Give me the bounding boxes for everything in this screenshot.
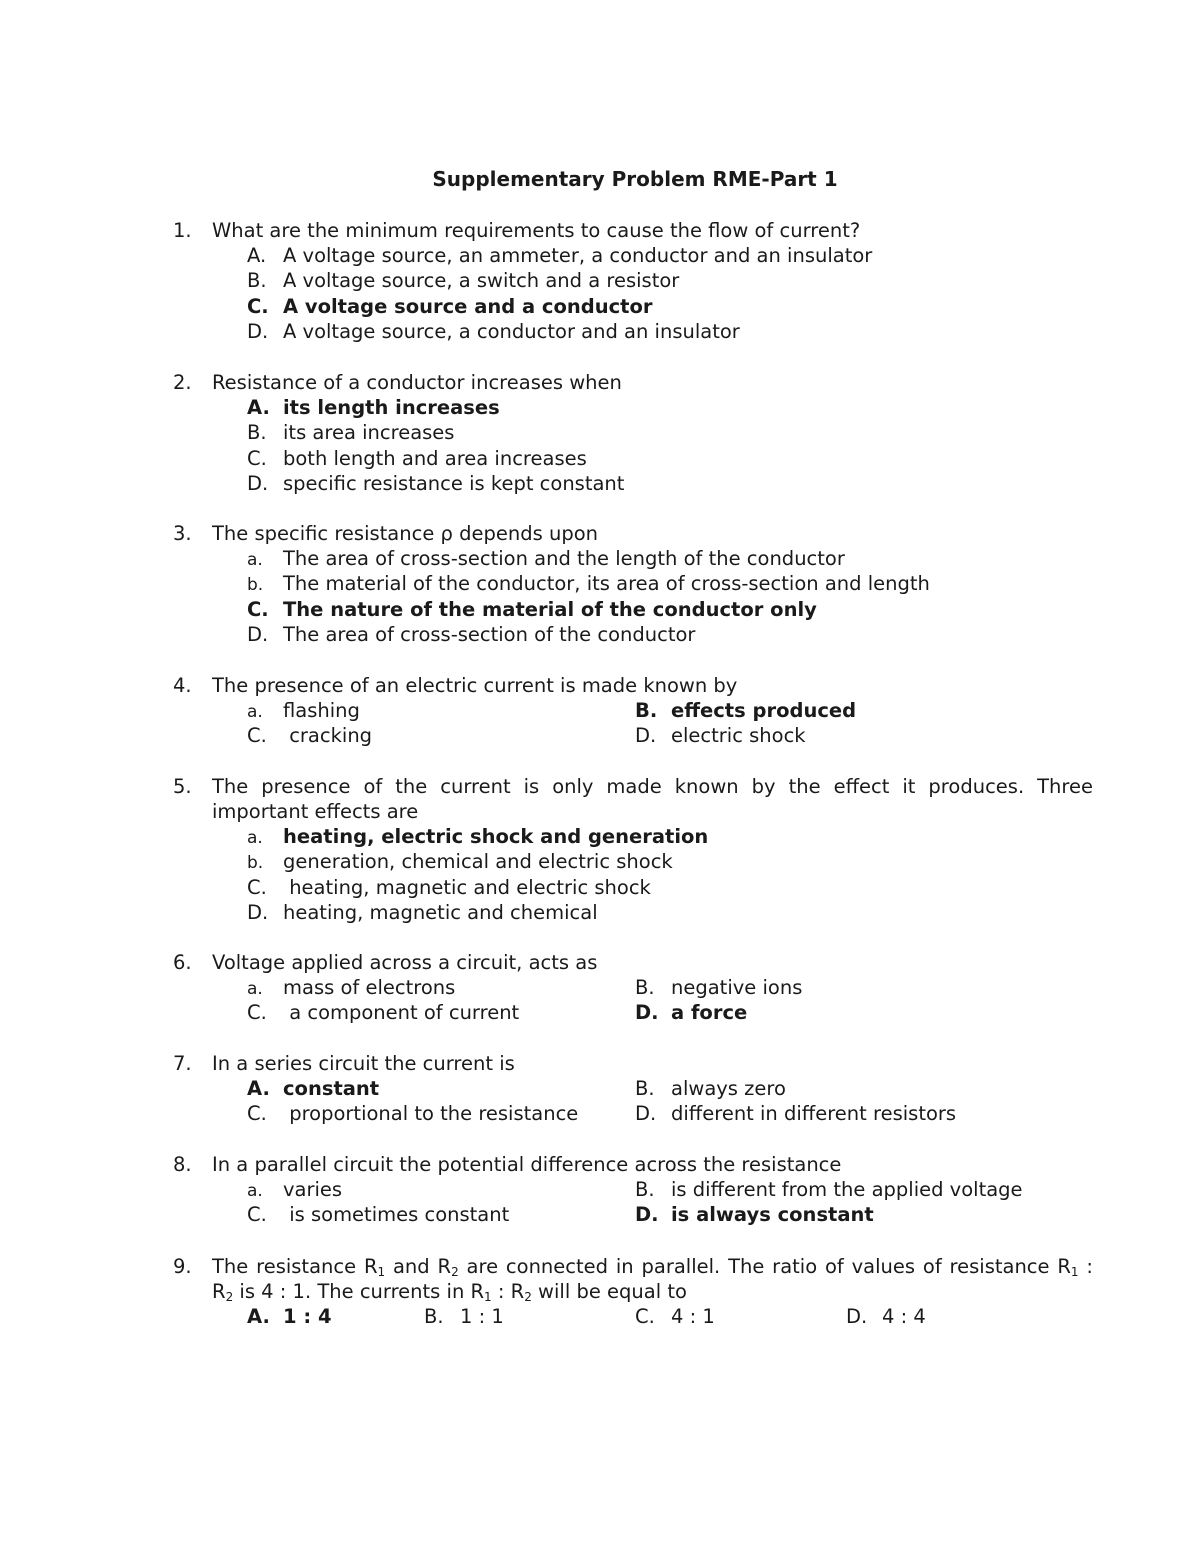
question-text: The resistance $R_1$ and $R_2$ are connected in parallel. The ratio of values of resistance $R_1$ : $R_2$ is 4 : 1. The currents in $R_1$ : $R_2$ will be equal to — [212, 1255, 1093, 1304]
question-number: 2. — [173, 371, 192, 394]
option-b: B. always zero — [635, 1077, 786, 1100]
option-c: C. 4 : 1 — [635, 1305, 715, 1328]
question-7 — [173, 1051, 1093, 1127]
option-d: D. A voltage source, a conductor and an insulator — [247, 319, 740, 343]
question-text: In a parallel circuit the potential difference across the resistance — [212, 1153, 842, 1176]
option-b: B. 1 : 1 — [424, 1305, 504, 1328]
question-1 — [173, 218, 1093, 344]
option-a-correct: A. constant — [247, 1077, 380, 1100]
option-c: C. a component of current — [247, 1001, 520, 1025]
option-a-correct: a. heating, electric shock and generation — [247, 825, 709, 848]
option-b: b. The material of the conductor, its area of cross-section and length — [247, 572, 930, 596]
option-b: B. A voltage source, a switch and a resistor — [247, 269, 680, 293]
question-6 — [173, 950, 1093, 1026]
option-a: a. The area of cross-section and the length of the conductor — [247, 547, 845, 570]
option-c: C. both length and area increases — [247, 446, 587, 470]
question-5 — [173, 774, 1093, 925]
question-4 — [173, 673, 1093, 749]
question-2 — [173, 370, 1093, 496]
question-number: 7. — [173, 1052, 192, 1075]
question-number: 6. — [173, 951, 192, 974]
option-c: C. heating, magnetic and electric shock — [247, 875, 651, 899]
option-a: a. varies — [247, 1178, 343, 1201]
option-a: a. flashing — [247, 699, 360, 722]
option-b: B. negative ions — [635, 976, 803, 999]
option-c: C. proportional to the resistance — [247, 1102, 579, 1126]
option-c-correct: C. A voltage source and a conductor — [247, 294, 653, 318]
option-b: B. is different from the applied voltage — [635, 1178, 1023, 1201]
question-text: In a series circuit the current is — [212, 1052, 515, 1075]
option-b-correct: B. effects produced — [635, 699, 857, 722]
question-9 — [173, 1254, 1093, 1329]
question-text: Resistance of a conductor increases when — [212, 371, 622, 394]
question-text: The presence of the current is only made known by the effect it produces. Three important effects are — [212, 775, 1093, 823]
question-3 — [173, 521, 1093, 647]
question-number: 5. — [173, 775, 192, 798]
option-d-correct: D. is always constant — [635, 1203, 874, 1227]
document-title: Supplementary Problem RME-Part 1 — [432, 167, 838, 191]
question-text: The presence of an electric current is made known by — [212, 674, 738, 697]
option-d: D. electric shock — [635, 724, 806, 748]
option-c-correct: C. The nature of the material of the conductor only — [247, 597, 817, 621]
option-d: D. 4 : 4 — [846, 1305, 926, 1328]
question-text: What are the minimum requirements to cause the flow of current? — [212, 219, 861, 242]
option-a: a. mass of electrons — [247, 976, 456, 999]
question-text: Voltage applied across a circuit, acts as — [212, 951, 598, 974]
question-8 — [173, 1152, 1093, 1228]
option-b: B. its area increases — [247, 421, 455, 445]
option-b: b. generation, chemical and electric shock — [247, 850, 673, 874]
option-d: D. The area of cross-section of the conductor — [247, 622, 696, 646]
option-a: A. A voltage source, an ammeter, a conductor and an insulator — [247, 244, 873, 267]
question-number: 8. — [173, 1153, 192, 1176]
question-number: 4. — [173, 674, 192, 697]
option-a-correct: A. 1 : 4 — [247, 1305, 332, 1328]
option-c: C. is sometimes constant — [247, 1203, 510, 1227]
option-d: D. specific resistance is kept constant — [247, 471, 625, 495]
option-d-correct: D. a force — [635, 1001, 748, 1025]
question-number: 9. — [173, 1255, 192, 1278]
question-number: 3. — [173, 522, 192, 545]
option-c: C. cracking — [247, 724, 373, 748]
option-d: D. different in different resistors — [635, 1102, 957, 1126]
option-a-correct: A. its length increases — [247, 396, 500, 419]
option-d: D. heating, magnetic and chemical — [247, 900, 598, 924]
question-text: The specific resistance ρ depends upon — [212, 522, 598, 545]
question-number: 1. — [173, 219, 192, 242]
